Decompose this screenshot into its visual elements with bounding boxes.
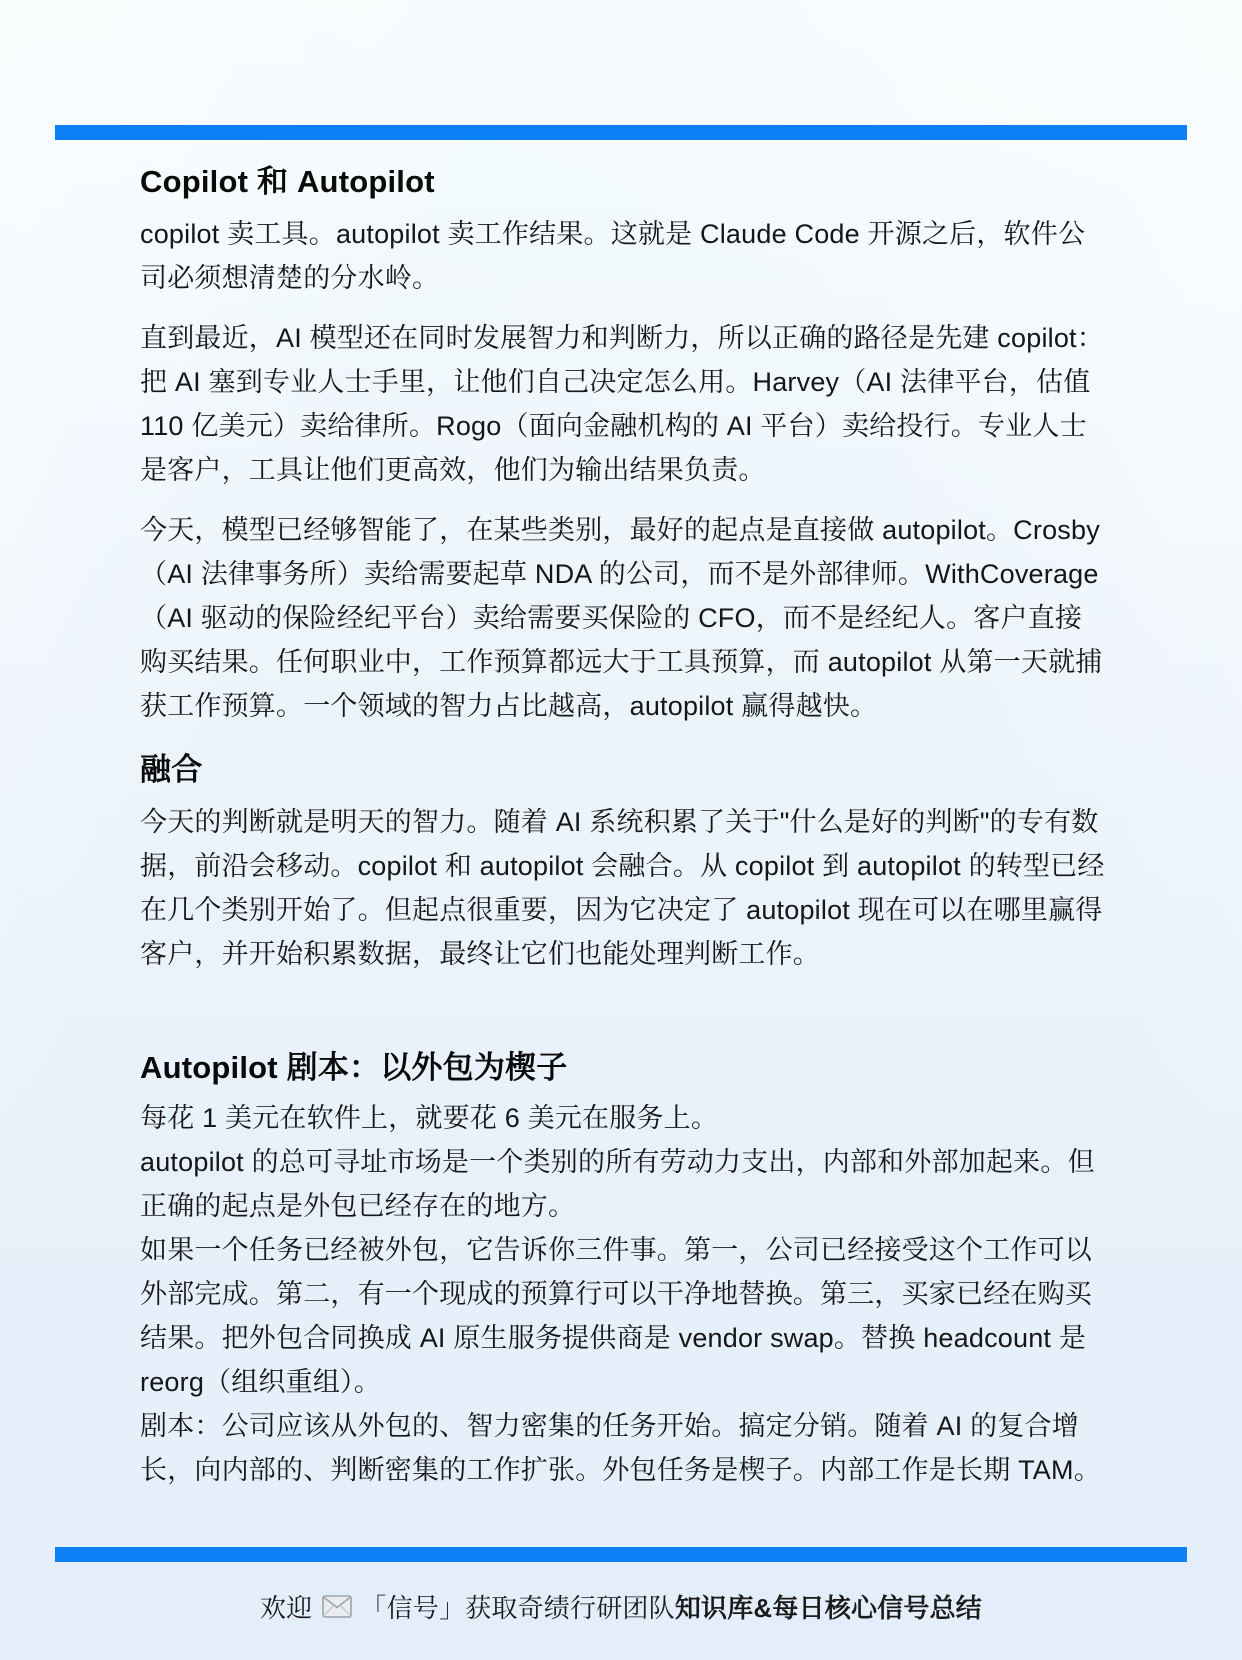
footer-bold-text: 知识库&每日核心信号总结	[674, 1593, 982, 1624]
bottom-accent-bar	[55, 1547, 1187, 1562]
section-title: Copilot 和 Autopilot	[140, 164, 435, 199]
footer-normal-text: 「信号」获取奇绩行研团队	[360, 1593, 675, 1624]
paragraph: 直到最近，AI 模型还在同时发展智力和判断力，所以正确的路径是先建 copilot：把 AI 塞到专业人士手里，让他们自己决定怎么用。Harvey（AI 法律平台，估值 110 亿美元）卖给律所。Rogo（面向金融机构的 AI 平台）卖给投行。专业人士是客户，工具让他们更高效，他们为输出结果负责。	[140, 323, 1104, 485]
footer-welcome-text: 欢迎	[260, 1593, 313, 1624]
envelope-icon	[322, 1595, 352, 1618]
section-title: 融合	[140, 752, 203, 787]
paragraph: copilot 卖工具。autopilot 卖工作结果。这就是 Claude Code 开源之后，软件公司必须想清楚的分水岭。	[140, 219, 1086, 293]
section-title: Autopilot 剧本：以外包为楔子	[140, 1050, 568, 1085]
section-copilot-autopilot	[140, 160, 1107, 728]
paragraph: 今天的判断就是明天的智力。随着 AI 系统积累了关于"什么是好的判断"的专有数据，前沿会移动。copilot 和 autopilot 会融合。从 copilot 到 autopilot 的转型已经在几个类别开始了。但起点很重要，因为它决定了 autopilot 现在可以在哪里赢得客户，并开始积累数据，最终让它们也能处理判断工作。	[140, 807, 1105, 969]
paragraph: autopilot 的总可寻址市场是一个类别的所有劳动力支出，内部和外部加起来。但正确的起点是外包已经存在的地方。	[140, 1147, 1095, 1221]
paragraph: 今天，模型已经够智能了，在某些类别，最好的起点是直接做 autopilot。Crosby（AI 法律事务所）卖给需要起草 NDA 的公司，而不是外部律师。WithCoverage（AI 驱动的保险经纪平台）卖给需要买保险的 CFO，而不是经纪人。客户直接购买结果。任何职业中，工作预算都远大于工具预算，而 autopilot 从第一天就捕获工作预算。一个领域的智力占比越高，autopilot 赢得越快。	[140, 515, 1103, 721]
section-playbook	[140, 1046, 1107, 1492]
paragraph: 每花 1 美元在软件上，就要花 6 美元在服务上。	[140, 1103, 719, 1133]
section-convergence	[140, 748, 1107, 976]
paragraph: 剧本：公司应该从外包的、智力密集的任务开始。搞定分销。随着 AI 的复合增长，向内部的、判断密集的工作扩张。外包任务是楔子。内部工作是长期 TAM。	[140, 1411, 1101, 1485]
footer	[0, 1586, 1242, 1628]
paragraph: 如果一个任务已经被外包，它告诉你三件事。第一，公司已经接受这个工作可以外部完成。第二，有一个现成的预算行可以干净地替换。第三，买家已经在购买结果。把外包合同换成 AI 原生服务提供商是 vendor swap。替换 headcount 是 reorg（组织重组）。	[140, 1235, 1092, 1397]
